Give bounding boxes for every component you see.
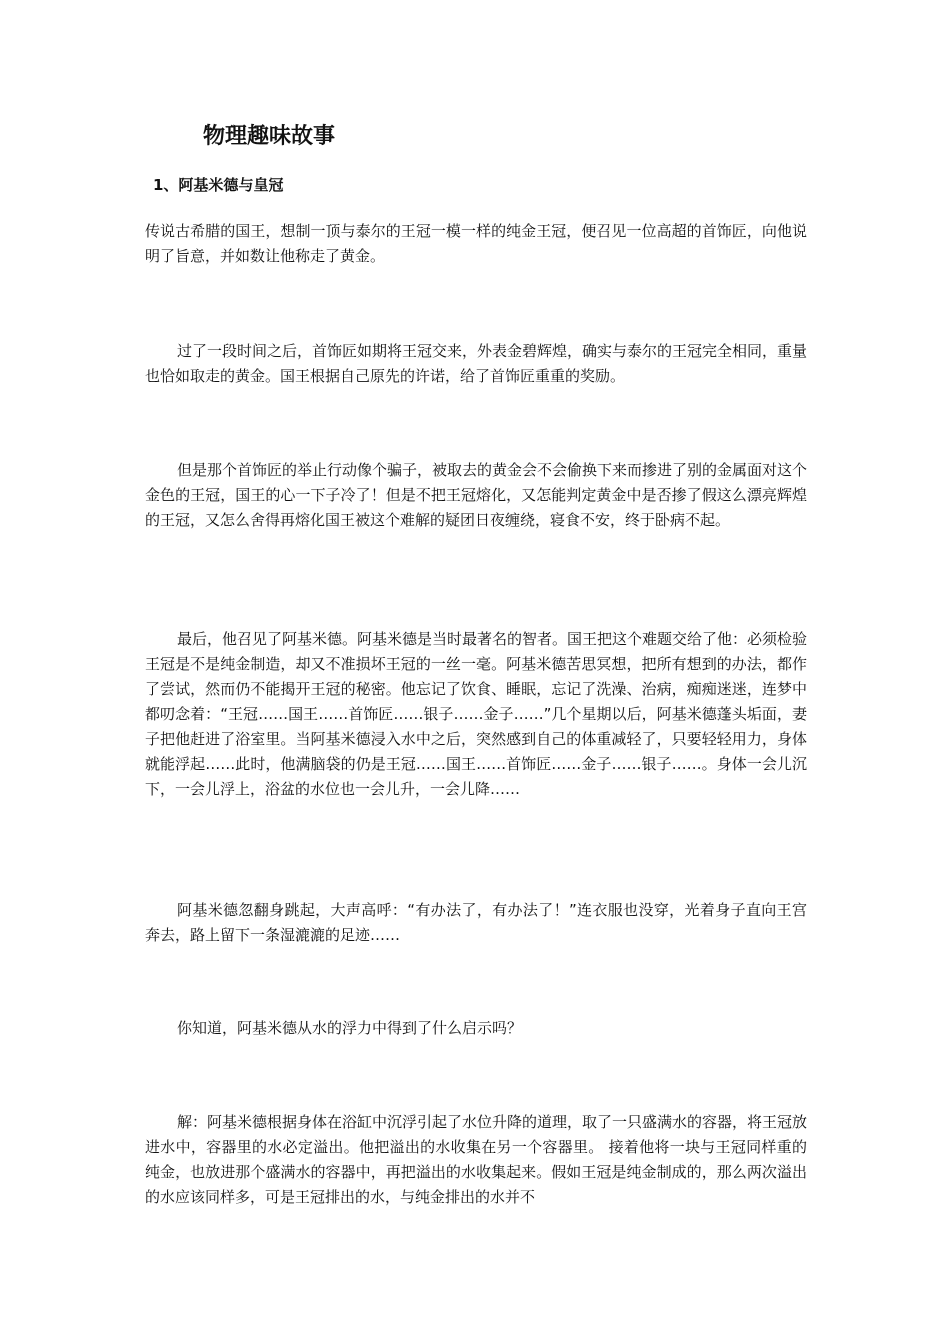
paragraph-king-doubts: 但是那个首饰匠的举止行动像个骗子，被取去的黄金会不会偷换下来而掺进了别的金属面对这个金色的王冠，国王的心一下子冷了！但是不把王冠熔化，又怎能判定黄金中是否掺了假这么漂亮辉煌的王冠，又怎么舍得再熔化国王被这个难解的疑团日夜缠绕，寝食不安，终于卧病不起。 <box>145 461 808 529</box>
document-title: 物理趣味故事 <box>203 124 336 149</box>
paragraph-eureka: 阿基米德忽翻身跳起，大声高呼：“有办法了，有办法了！”连衣服也没穿，光着身子直向王宫奔去，路上留下一条湿漉漉的足迹…… <box>145 901 807 944</box>
paragraph-answer: 解：阿基米德根据身体在浴缸中沉浮引起了水位升降的道理，取了一只盛满水的容器，将王冠放进水中，容器里的水必定溢出。他把溢出的水收集在另一个容器里。 接着他将一块与王冠同样重的纯金，也放进那个盛满水的容器中，再把溢出的水收集起来。假如王冠是纯金制成的，那么两次溢出的水应该同样多，可是王冠排出的水，与纯金排出的水并不 <box>145 1113 808 1206</box>
paragraph-question: 你知道，阿基米德从水的浮力中得到了什么启示吗？ <box>177 1019 523 1037</box>
section-heading: 1、阿基米德与皇冠 <box>153 176 284 194</box>
paragraph-archimedes-bath: 最后，他召见了阿基米德。阿基米德是当时最著名的智者。国王把这个难题交给了他：必须检验王冠是不是纯金制造，却又不准损坏王冠的一丝一毫。阿基米德苦思冥想，把所有想到的办法，都作了尝试，然而仍不能揭开王冠的秘密。他忘记了饮食、睡眠，忘记了洗澡、治病，痴痴迷迷，连梦中都叨念着：“王冠……国王……首饰匠……银子……金子……”几个星期以后，阿基米德蓬头垢面，妻子把他赶进了浴室里。当阿基米德浸入水中之后，突然感到自己的体重减轻了，只要轻轻用力，身体就能浮起……此时，他满脑袋的仍是王冠……国王……首饰匠……金子……银子……。身体一会儿沉下，一会儿浮上，浴盆的水位也一会儿升，一会儿降…… <box>145 630 808 798</box>
paragraph-crown-delivered: 过了一段时间之后，首饰匠如期将王冠交来，外表金碧辉煌，确实与泰尔的王冠完全相同，重量也恰如取走的黄金。国王根据自己原先的许诺，给了首饰匠重重的奖励。 <box>145 342 808 385</box>
paragraph-intro: 传说古希腊的国王，想制一顶与泰尔的王冠一模一样的纯金王冠，便召见一位高超的首饰匠，向他说明了旨意，并如数让他称走了黄金。 <box>145 222 807 265</box>
